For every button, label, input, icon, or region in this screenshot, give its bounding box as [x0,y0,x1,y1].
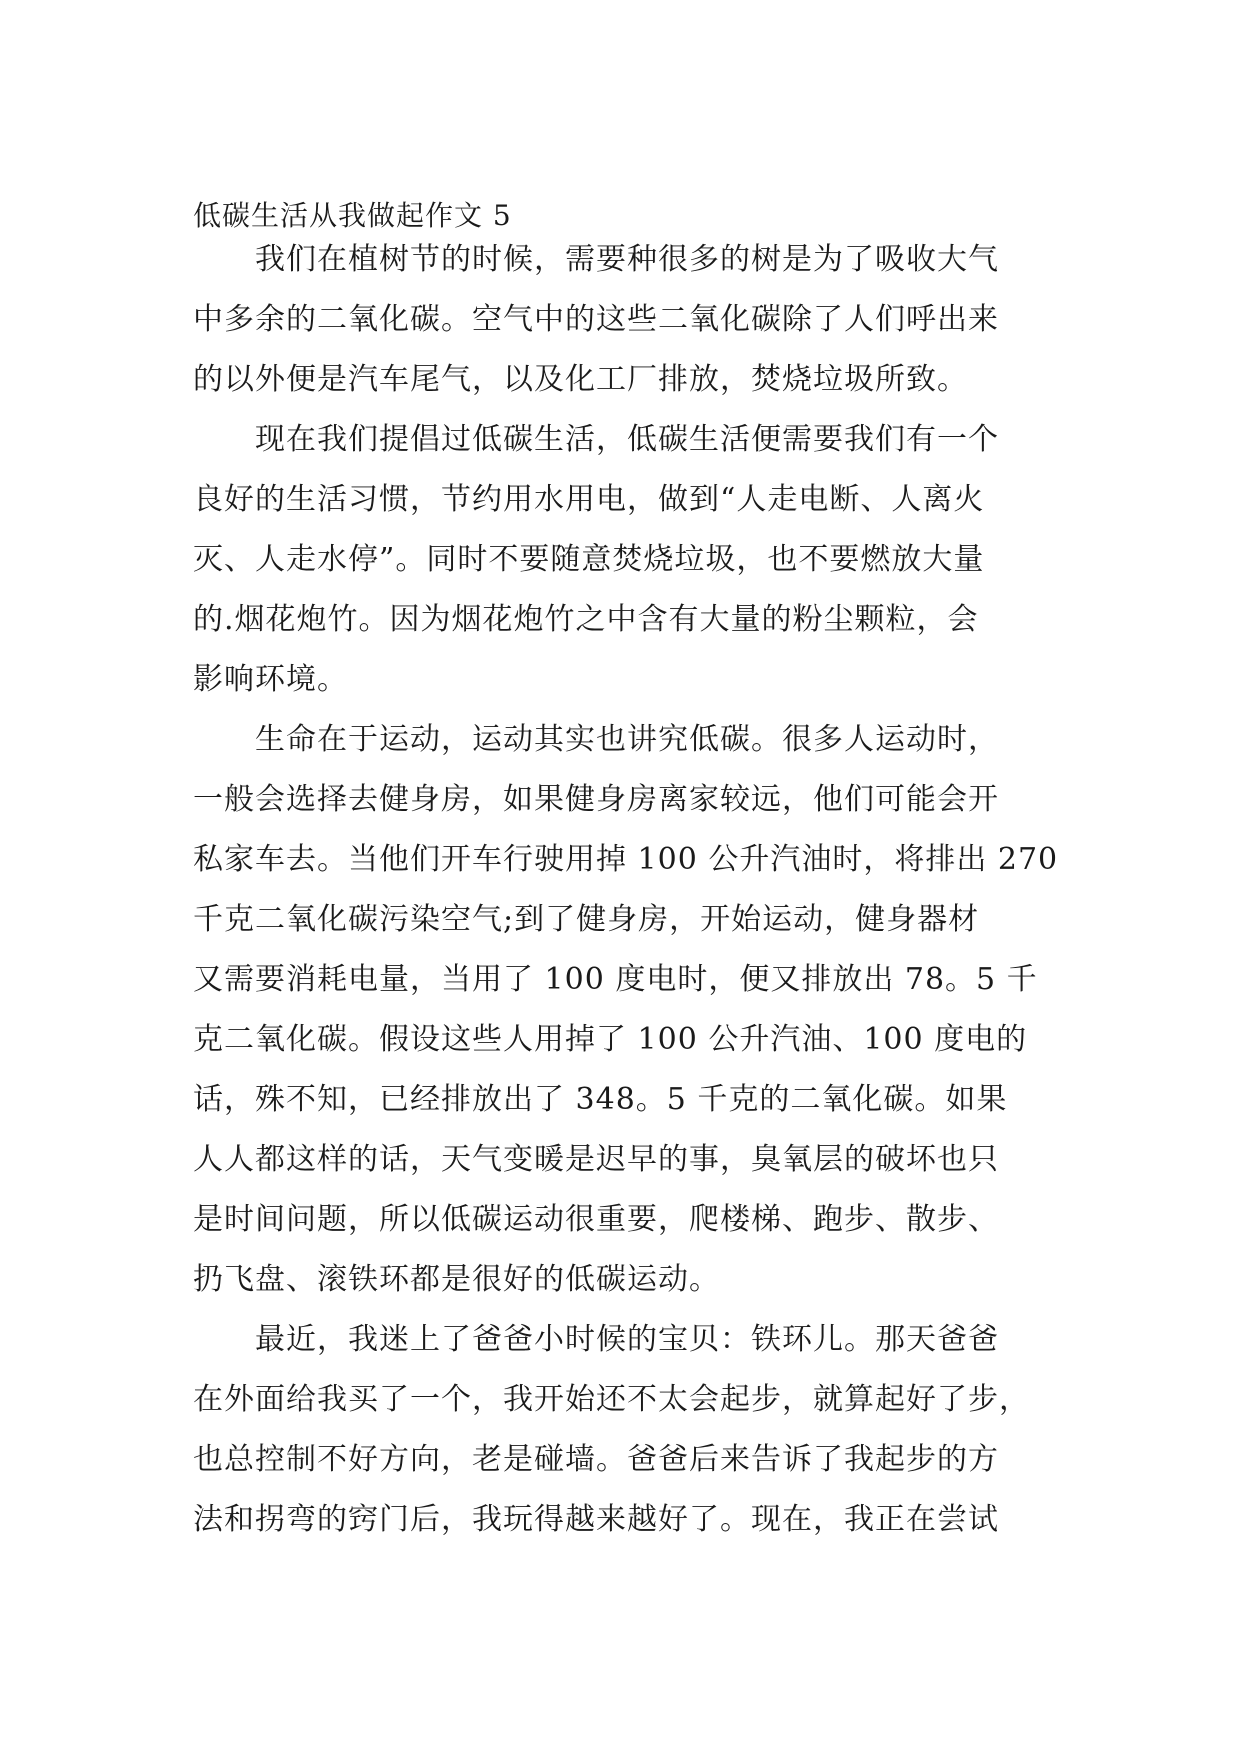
text-line: 是时间问题，所以低碳运动很重要，爬楼梯、跑步、散步、 [193,1202,999,1237]
text-line: 人人都这样的话，天气变暖是迟早的事，臭氧层的破坏也只 [193,1142,999,1177]
text-line: 千克二氧化碳污染空气;到了健身房，开始运动，健身器材 [193,902,980,937]
text-line: 影响环境。 [193,662,348,697]
text-line: 现在我们提倡过低碳生活，低碳生活便需要我们有一个 [193,422,999,457]
text-line: 扔飞盘、滚铁环都是很好的低碳运动。 [193,1262,720,1297]
text-line: 法和拐弯的窍门后，我玩得越来越好了。现在，我正在尝试 [193,1502,999,1537]
text-line: 又需要消耗电量，当用了 100 度电时，便又排放出 78。5 千 [193,962,1038,997]
text-line: 的以外便是汽车尾气，以及化工厂排放，焚烧垃圾所致。 [193,362,968,397]
text-line: 我们在植树节的时候，需要种很多的树是为了吸收大气 [193,242,999,277]
text-line: 在外面给我买了一个，我开始还不太会起步，就算起好了步， [193,1382,1030,1417]
text-line: 的.烟花炮竹。因为烟花炮竹之中含有大量的粉尘颗粒，会 [193,602,979,637]
text-line: 生命在于运动，运动其实也讲究低碳。很多人运动时， [193,722,999,757]
text-line: 良好的生活习惯，节约用水用电，做到“人走电断、人离火 [193,482,985,517]
text-line: 也总控制不好方向，老是碰墙。爸爸后来告诉了我起步的方 [193,1442,999,1477]
document-body [193,230,1059,1550]
text-line: 灭、人走水停”。同时不要随意焚烧垃圾，也不要燃放大量 [193,542,985,577]
text-line: 最近，我迷上了爸爸小时候的宝贝：铁环儿。那天爸爸 [193,1322,999,1357]
text-line: 克二氧化碳。假设这些人用掉了 100 公升汽油、100 度电的 [193,1022,1028,1057]
text-line: 话，殊不知，已经排放出了 348。5 千克的二氧化碳。如果 [193,1082,1008,1117]
text-line: 私家车去。当他们开车行驶用掉 100 公升汽油时，将排出 270 [193,842,1059,877]
text-line: 一般会选择去健身房，如果健身房离家较远，他们可能会开 [193,782,999,817]
text-line: 中多余的二氧化碳。空气中的这些二氧化碳除了人们呼出来 [193,302,999,337]
document-title: 低碳生活从我做起作文 5 [193,199,512,232]
